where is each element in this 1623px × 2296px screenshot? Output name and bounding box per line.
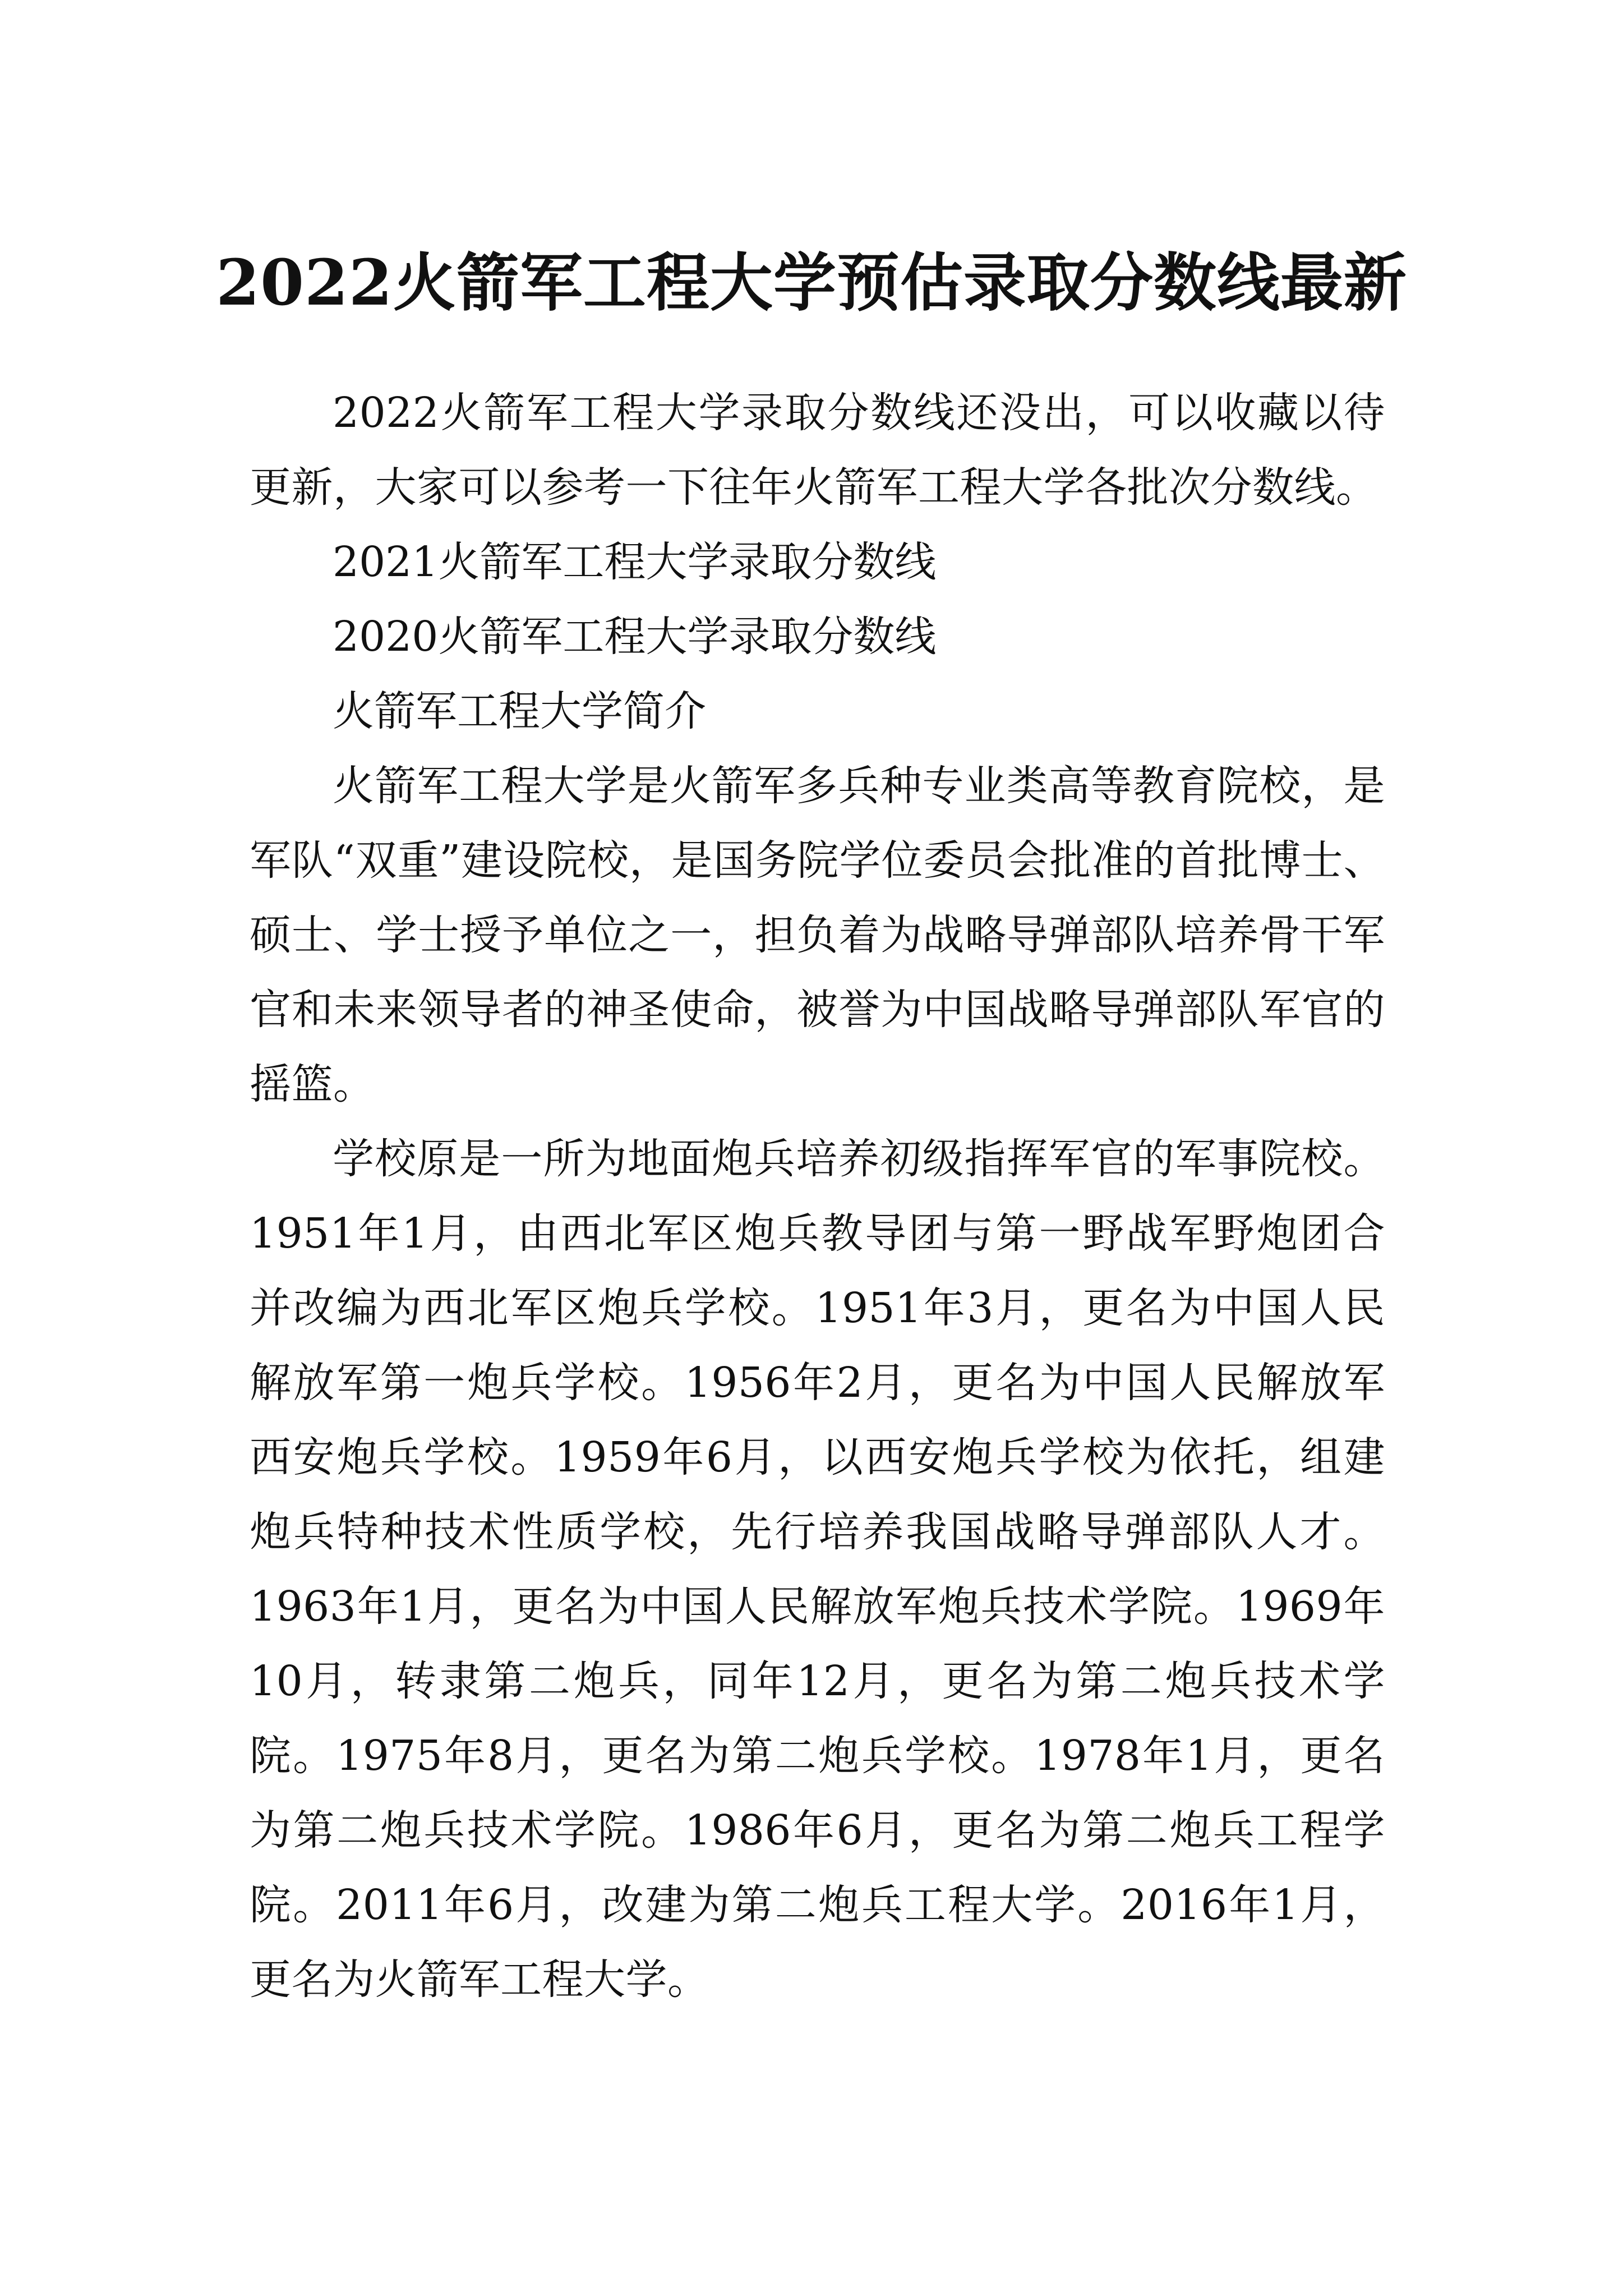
section-heading: 火箭军工程大学简介: [333, 687, 706, 735]
history-paragraph: 学校原是一所为地面炮兵培养初级指挥军官的军事院校。1951年1月，由西北军区炮兵教导团与第一野战军野炮团合并改编为西北军区炮兵学校。1951年3月，更名为中国人民解放军第一炮兵学校。1956年2月，更名为中国人民解放军西安炮兵学校。1959年6月，以西安炮兵学校为依托，组建炮兵特种技术性质学校，先行培养我国战略导弹部队人才。1963年1月，更名为中国人民解放军炮兵技术学院。1969年10月，转隶第二炮兵，同年12月，更名为第二炮兵技术学院。1975年8月，更名为第二炮兵学校。1978年1月，更名为第二炮兵技术学院。1986年6月，更名为第二炮兵工程学院。2011年6月，改建为第二炮兵工程大学。2016年1月，更名为火箭军工程大学。: [250, 1135, 1385, 2004]
document-body: [250, 376, 1385, 2017]
document-title: 2022火箭军工程大学预估录取分数线最新: [216, 246, 1407, 320]
intro-paragraph: 2022火箭军工程大学录取分数线还没出，可以收藏以待更新，大家可以参考一下往年火箭军工程大学各批次分数线。: [250, 389, 1385, 512]
link-2021-scores: 2021火箭军工程大学录取分数线: [333, 538, 937, 586]
link-2020-scores: 2020火箭军工程大学录取分数线: [333, 613, 937, 661]
overview-paragraph: 火箭军工程大学是火箭军多兵种专业类高等教育院校，是军队“双重”建设院校，是国务院学位委员会批准的首批博士、硕士、学士授予单位之一，担负着为战略导弹部队培养骨干军官和未来领导者的神圣使命，被誉为中国战略导弹部队军官的摇篮。: [250, 762, 1385, 1108]
